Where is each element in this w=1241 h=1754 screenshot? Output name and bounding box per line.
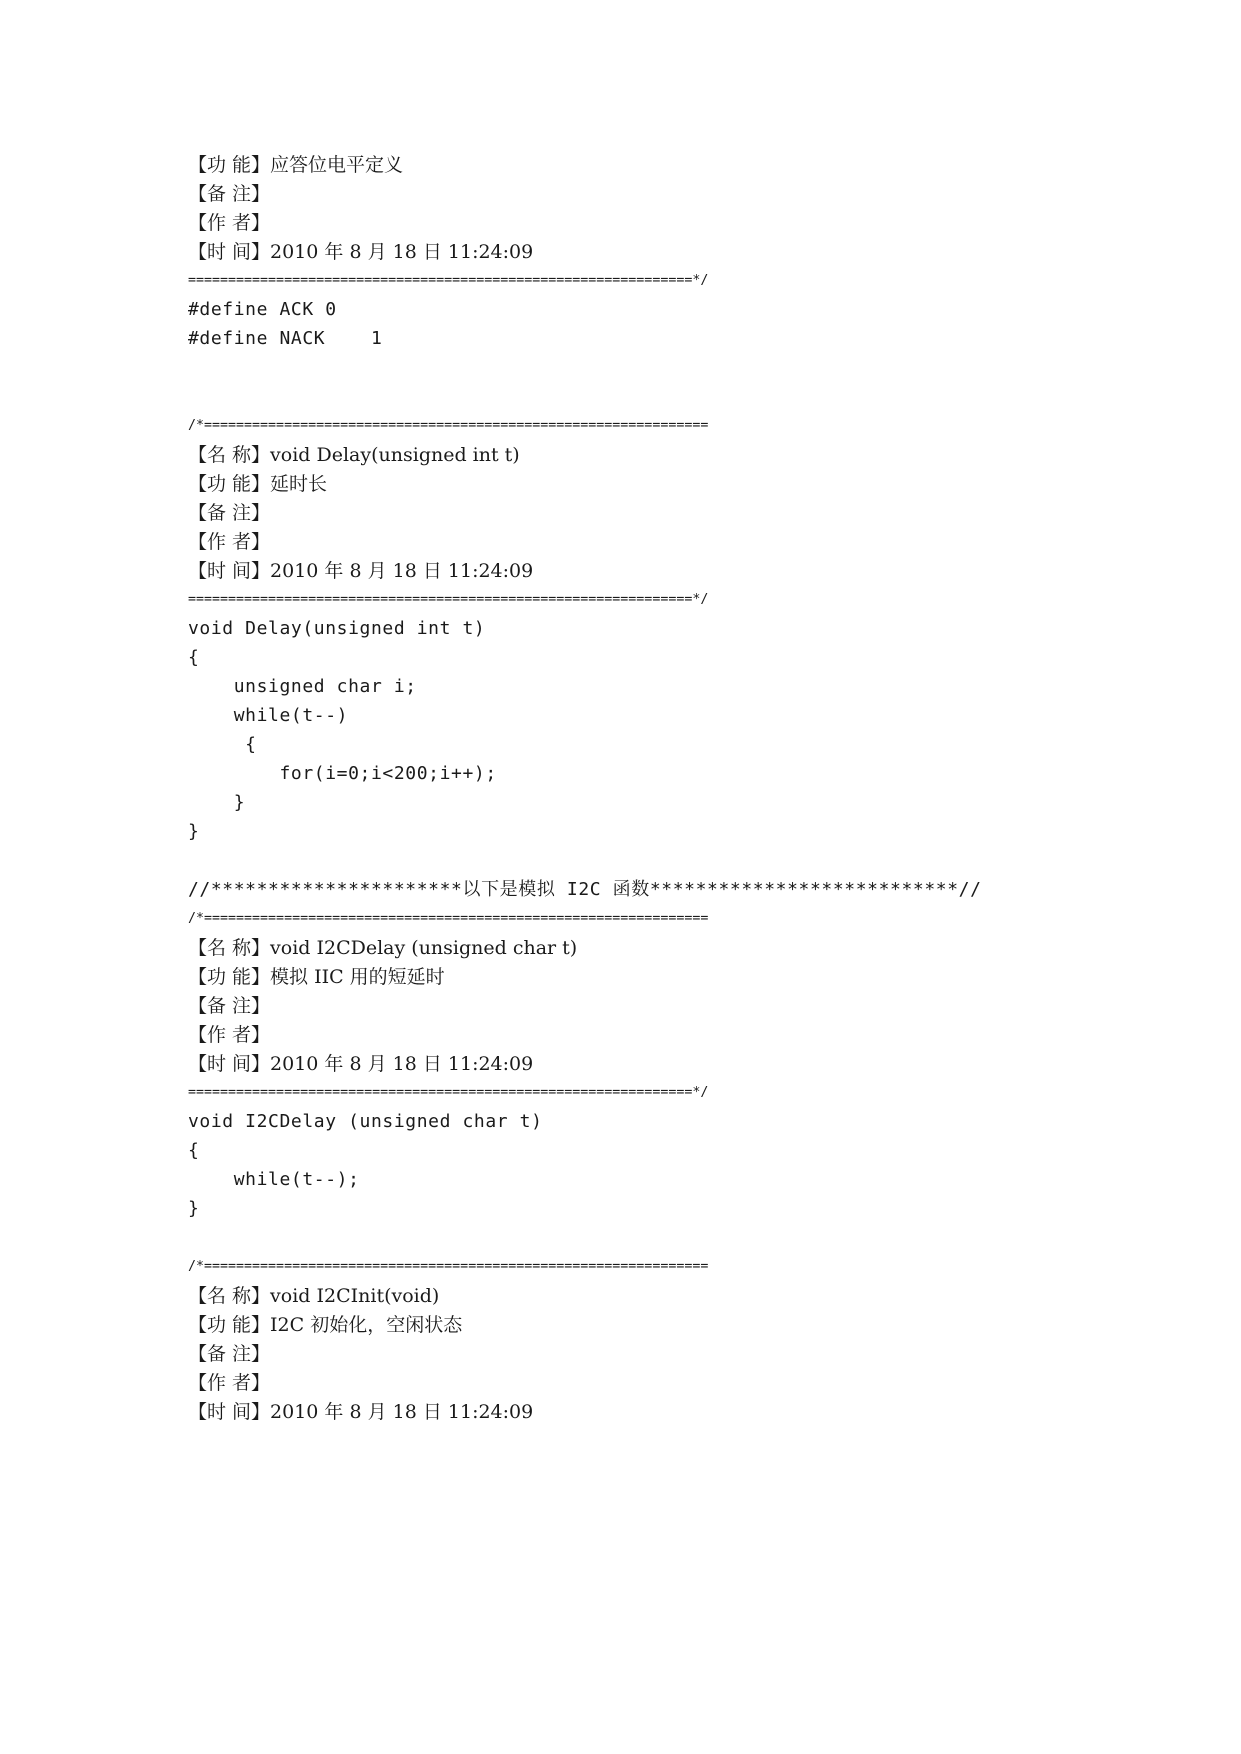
comment-line-note: 【备 注】 xyxy=(188,995,271,1017)
comment-line-author: 【作 者】 xyxy=(188,1024,271,1046)
comment-line-note: 【备 注】 xyxy=(188,183,271,205)
comment-separator: ===============================================================*/ xyxy=(188,1085,709,1100)
comment-line-note: 【备 注】 xyxy=(188,502,271,524)
code-line: #define NACK 1 xyxy=(188,328,383,349)
comment-line-author: 【作 者】 xyxy=(188,531,271,553)
code-line: unsigned char i; xyxy=(188,676,417,697)
comment-line-name: 【名 称】void I2CDelay (unsigned char t) xyxy=(188,937,578,959)
comment-line-function: 【功 能】模拟 IIC 用的短延时 xyxy=(188,966,445,988)
comment-line-author: 【作 者】 xyxy=(188,212,271,234)
code-line: { xyxy=(188,647,200,668)
comment-line-function: 【功 能】I2C 初始化，空闲状态 xyxy=(188,1314,463,1336)
comment-line-note: 【备 注】 xyxy=(188,1343,271,1365)
code-line: void I2CDelay (unsigned char t) xyxy=(188,1111,543,1132)
code-line: } xyxy=(188,1198,200,1219)
comment-line-time: 【时 间】2010 年 8 月 18 日 11:24:09 xyxy=(188,560,534,582)
section-banner-comment: //**********************以下是模拟 I2C 函数***************************// xyxy=(188,879,982,900)
comment-line-author: 【作 者】 xyxy=(188,1372,271,1394)
comment-separator: /*=============================================================== xyxy=(188,418,709,433)
code-line: #define ACK 0 xyxy=(188,299,337,320)
comment-line-name: 【名 称】void I2CInit(void) xyxy=(188,1285,440,1307)
comment-line-function: 【功 能】应答位电平定义 xyxy=(188,154,404,176)
comment-line-time: 【时 间】2010 年 8 月 18 日 11:24:09 xyxy=(188,1053,534,1075)
code-line: } xyxy=(188,792,246,813)
code-line: { xyxy=(188,734,257,755)
comment-line-time: 【时 间】2010 年 8 月 18 日 11:24:09 xyxy=(188,1401,534,1423)
code-line: { xyxy=(188,1140,200,1161)
code-line: for(i=0;i<200;i++); xyxy=(188,763,497,784)
comment-line-time: 【时 间】2010 年 8 月 18 日 11:24:09 xyxy=(188,241,534,263)
code-line: while(t--) xyxy=(188,705,349,726)
comment-line-function: 【功 能】延时长 xyxy=(188,473,328,495)
comment-separator: /*=============================================================== xyxy=(188,911,709,926)
code-line: void Delay(unsigned int t) xyxy=(188,618,486,639)
code-line: while(t--); xyxy=(188,1169,360,1190)
comment-separator: /*=============================================================== xyxy=(188,1259,709,1274)
comment-separator: ===============================================================*/ xyxy=(188,592,709,607)
comment-separator: ===============================================================*/ xyxy=(188,273,709,288)
comment-line-name: 【名 称】void Delay(unsigned int t) xyxy=(188,444,520,466)
code-line: } xyxy=(188,821,200,842)
